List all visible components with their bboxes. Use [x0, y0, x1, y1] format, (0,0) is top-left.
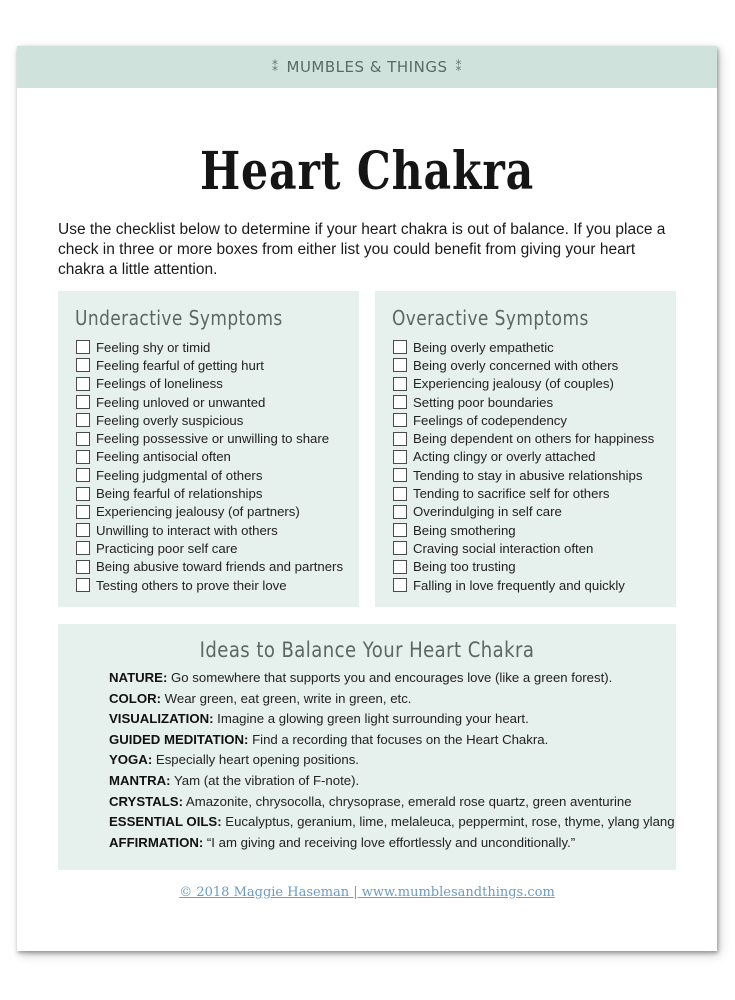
idea-label: YOGA: — [109, 752, 153, 768]
worksheet-page — [17, 46, 717, 951]
checkbox[interactable] — [393, 413, 407, 427]
checkbox[interactable] — [393, 505, 407, 519]
overactive-item[interactable] — [393, 558, 654, 576]
checkbox[interactable] — [76, 358, 90, 372]
overactive-item[interactable] — [393, 356, 654, 374]
underactive-item[interactable] — [76, 393, 343, 411]
checkbox[interactable] — [76, 450, 90, 464]
checkbox[interactable] — [76, 395, 90, 409]
checkbox[interactable] — [393, 487, 407, 501]
underactive-item-label: Feeling fearful of getting hurt — [96, 357, 264, 373]
checkbox[interactable] — [76, 340, 90, 354]
overactive-item[interactable] — [393, 393, 654, 411]
overactive-item[interactable] — [393, 503, 654, 521]
overactive-item-label: Falling in love frequently and quickly — [413, 577, 625, 593]
idea-item — [109, 792, 675, 813]
idea-text: Yam (at the vibration of F-note). — [170, 772, 360, 788]
overactive-item-label: Being dependent on others for happiness — [413, 431, 655, 447]
checkbox[interactable] — [76, 432, 90, 446]
checkbox[interactable] — [76, 523, 90, 537]
overactive-item-label: Tending to sacrifice self for others — [413, 486, 610, 502]
idea-label: GUIDED MEDITATION: — [109, 731, 249, 747]
underactive-item[interactable] — [76, 503, 343, 521]
overactive-item-label: Being smothering — [413, 522, 516, 538]
ideas-list — [109, 668, 675, 853]
header-banner — [17, 46, 717, 88]
footer — [17, 885, 717, 900]
underactive-item[interactable] — [76, 356, 343, 374]
checkbox[interactable] — [76, 541, 90, 555]
idea-item — [109, 771, 675, 792]
idea-text: “I am giving and receiving love effortlessly and unconditionally.” — [203, 834, 576, 850]
overactive-item[interactable] — [393, 466, 654, 484]
underactive-item[interactable] — [76, 338, 343, 356]
underactive-item[interactable] — [76, 484, 343, 502]
checkbox[interactable] — [76, 487, 90, 501]
checkbox[interactable] — [393, 450, 407, 464]
checkbox[interactable] — [76, 468, 90, 482]
idea-text: Find a recording that focuses on the Heart Chakra. — [248, 731, 549, 747]
idea-text: Wear green, eat green, write in green, etc. — [161, 690, 412, 706]
checkbox[interactable] — [393, 541, 407, 555]
underactive-item[interactable] — [76, 411, 343, 429]
idea-label: AFFIRMATION: — [109, 834, 204, 850]
idea-item — [109, 750, 675, 771]
idea-label: ESSENTIAL OILS: — [109, 814, 222, 830]
idea-label: MANTRA: — [109, 772, 171, 788]
checkbox[interactable] — [393, 468, 407, 482]
underactive-item-label: Unwilling to interact with others — [96, 522, 278, 538]
underactive-item-label: Testing others to prove their love — [96, 577, 287, 593]
underactive-item[interactable] — [76, 448, 343, 466]
overactive-item[interactable] — [393, 521, 654, 539]
checkbox[interactable] — [393, 432, 407, 446]
idea-item — [109, 709, 675, 730]
checkbox[interactable] — [393, 358, 407, 372]
overactive-item[interactable] — [393, 576, 654, 594]
checkbox[interactable] — [76, 377, 90, 391]
idea-text: Eucalyptus, geranium, lime, melaleuca, peppermint, rose, thyme, ylang ylang — [221, 814, 675, 830]
idea-text: Especially heart opening positions. — [152, 752, 359, 768]
overactive-item-label: Experiencing jealousy (of couples) — [413, 376, 614, 392]
overactive-item-label: Setting poor boundaries — [413, 394, 554, 410]
idea-label: CRYSTALS: — [109, 793, 183, 809]
underactive-item[interactable] — [76, 558, 343, 576]
overactive-item-label: Feelings of codependency — [413, 412, 567, 428]
overactive-item-label: Being overly concerned with others — [413, 357, 619, 373]
overactive-item[interactable] — [393, 539, 654, 557]
ideas-panel — [58, 624, 676, 870]
intro-text: Use the checklist below to determine if your heart chakra is out of balance. If you place a check in three or more boxes from either list you could benefit from giving your heart chakra a little attention. — [58, 221, 666, 278]
checkbox[interactable] — [393, 560, 407, 574]
overactive-item-label: Tending to stay in abusive relationships — [413, 467, 643, 483]
underactive-item-label: Feeling unloved or unwanted — [96, 394, 266, 410]
page-title: Heart Chakra — [199, 141, 535, 202]
idea-item — [109, 730, 675, 751]
overactive-panel — [375, 291, 676, 607]
idea-item — [109, 812, 675, 833]
brand-name: MUMBLES & THINGS — [286, 58, 448, 76]
idea-item — [109, 833, 675, 854]
overactive-item[interactable] — [393, 429, 654, 447]
idea-text: Imagine a glowing green light surrounding your heart. — [213, 711, 529, 727]
underactive-item-label: Being fearful of relationships — [96, 486, 263, 502]
checkbox[interactable] — [393, 523, 407, 537]
sparkle-left-icon: ⁑ — [272, 60, 279, 74]
checkbox[interactable] — [393, 377, 407, 391]
sparkle-right-icon: ⁑ — [455, 60, 462, 74]
underactive-checklist — [76, 338, 343, 594]
idea-item — [109, 689, 675, 710]
underactive-item-label: Feeling antisocial often — [96, 449, 231, 465]
ideas-title: Ideas to Balance Your Heart Chakra — [199, 638, 535, 662]
underactive-item-label: Feeling shy or timid — [96, 339, 211, 355]
overactive-item[interactable] — [393, 484, 654, 502]
underactive-item[interactable] — [76, 375, 343, 393]
idea-label: VISUALIZATION: — [109, 711, 214, 727]
idea-item — [109, 668, 675, 689]
underactive-item[interactable] — [76, 539, 343, 557]
overactive-checklist — [393, 338, 654, 594]
underactive-item-label: Practicing poor self care — [96, 540, 238, 556]
checkbox[interactable] — [76, 578, 90, 592]
idea-text: Go somewhere that supports you and encourages love (like a green forest). — [167, 670, 613, 685]
checkbox[interactable] — [393, 340, 407, 354]
underactive-item-label: Feeling overly suspicious — [96, 412, 244, 428]
overactive-item-label: Acting clingy or overly attached — [413, 449, 596, 465]
underactive-item[interactable] — [76, 521, 343, 539]
underactive-item[interactable] — [76, 466, 343, 484]
overactive-item[interactable] — [393, 338, 654, 356]
checkbox[interactable] — [76, 560, 90, 574]
underactive-item-label: Experiencing jealousy (of partners) — [96, 504, 300, 520]
underactive-item[interactable] — [76, 576, 343, 594]
underactive-item[interactable] — [76, 429, 343, 447]
checkbox[interactable] — [393, 395, 407, 409]
checkbox[interactable] — [393, 578, 407, 592]
underactive-item-label: Feelings of loneliness — [96, 376, 223, 392]
overactive-item-label: Craving social interaction often — [413, 540, 594, 556]
checkbox[interactable] — [76, 505, 90, 519]
footer-link[interactable]: © 2018 Maggie Haseman | www.mumblesandthings.com — [179, 885, 555, 900]
underactive-panel — [58, 291, 359, 607]
overactive-item-label: Overindulging in self care — [413, 504, 562, 520]
underactive-title: Underactive Symptoms — [75, 306, 283, 330]
overactive-item-label: Being too trusting — [413, 559, 516, 575]
underactive-item-label: Feeling possessive or unwilling to share — [96, 431, 330, 447]
overactive-item-label: Being overly empathetic — [413, 339, 554, 355]
overactive-title: Overactive Symptoms — [392, 306, 589, 330]
idea-text: Amazonite, chrysocolla, chrysoprase, emerald rose quartz, green aventurine — [183, 793, 632, 809]
overactive-item[interactable] — [393, 375, 654, 393]
checkbox[interactable] — [76, 413, 90, 427]
overactive-item[interactable] — [393, 448, 654, 466]
overactive-item[interactable] — [393, 411, 654, 429]
idea-label: NATURE: — [109, 670, 168, 685]
underactive-item-label: Being abusive toward friends and partners — [96, 559, 344, 575]
idea-label: COLOR: — [109, 690, 162, 706]
underactive-item-label: Feeling judgmental of others — [96, 467, 263, 483]
